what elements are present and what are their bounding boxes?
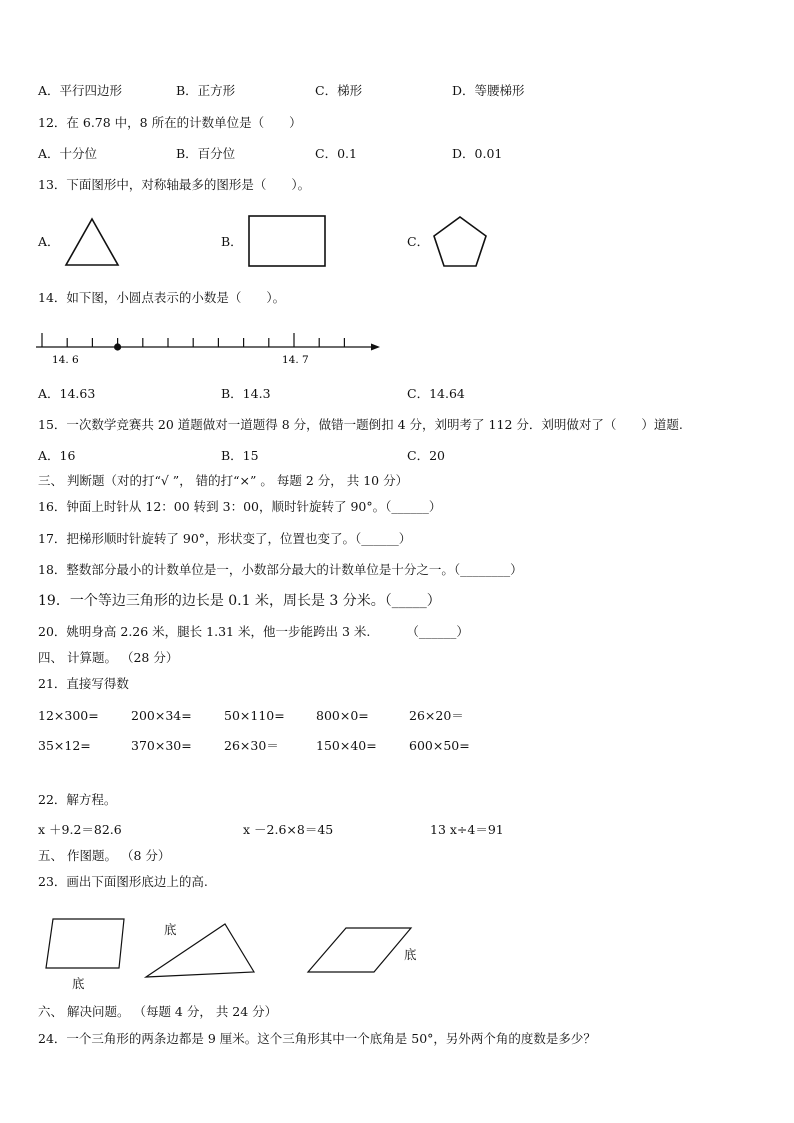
q23-figures (40, 912, 430, 996)
q22-stem: 22．解方程。 (38, 792, 117, 807)
q21-item[interactable]: 26×20＝ (409, 708, 464, 723)
judge-17 (38, 531, 411, 547)
triangle-base-label: 底 (164, 922, 177, 937)
q21-item[interactable]: 370×30= (131, 738, 192, 753)
q14-option-c[interactable]: C．14.64 (407, 386, 465, 401)
q14-stem: 14．如下图，小圆点表示的小数是（ ）。 (38, 290, 286, 305)
judge-19-blank[interactable]: （_____） (384, 593, 441, 609)
trapezoid-base-label: 底 (72, 976, 85, 991)
judge-16 (38, 499, 441, 515)
number-line (36, 326, 386, 368)
q21-item[interactable]: 600×50= (409, 738, 470, 753)
q11-option-c[interactable]: C．梯形 (315, 83, 363, 98)
q15-option-c[interactable]: C．20 (407, 448, 445, 463)
number-line-start-label: 14. 6 (52, 354, 79, 366)
q14-option-a[interactable]: A．14.63 (38, 386, 96, 401)
triangle-shape[interactable] (146, 924, 254, 977)
judge-20 (38, 624, 469, 640)
q21-item[interactable]: 12×300= (38, 708, 99, 723)
q21-stem: 21．直接写得数 (38, 676, 129, 691)
q22-equation-3[interactable]: 13 x÷4＝91 (430, 822, 504, 837)
q22-equation-2[interactable]: x －2.6×8＝45 (243, 822, 334, 837)
triangle-icon (63, 216, 121, 268)
number-line-dot (114, 343, 121, 350)
q13-option-a[interactable]: A． (38, 234, 60, 249)
judge-18 (38, 562, 523, 578)
q23-stem: 23．画出下面图形底边上的高. (38, 874, 208, 889)
number-line-end-label: 14. 7 (282, 354, 309, 366)
q12-stem: 12．在 6.78 中，8 所在的计数单位是（ ） (38, 115, 302, 130)
q13-option-c[interactable]: C． (407, 234, 430, 249)
judge-18-text: 18．整数部分最小的计数单位是一，小数部分最大的计数单位是十分之一。 (38, 562, 454, 577)
judge-16-text: 16．钟面上时针从 12：00 转到 3：00，顺时针旋转了 90°。 (38, 499, 386, 514)
section-3-title: 三、 判断题（对的打“√ ”， 错的打“×” 。 每题 2 分， 共 10 分） (38, 473, 409, 488)
pentagon-icon (430, 214, 490, 270)
judge-18-blank[interactable]: （________） (453, 562, 523, 577)
judge-16-blank[interactable]: （______） (385, 499, 442, 514)
q22-equation-1[interactable]: x ＋9.2＝82.6 (38, 822, 122, 837)
judge-17-blank[interactable]: （______） (355, 531, 412, 546)
q21-item[interactable]: 800×0= (316, 708, 369, 723)
q11-option-a[interactable]: A．平行四边形 (38, 83, 123, 98)
q11-option-d[interactable]: D．等腰梯形 (452, 83, 525, 98)
section-4-title: 四、 计算题。 （28 分） (38, 650, 179, 665)
q15-option-b[interactable]: B．15 (221, 448, 259, 463)
section-6-title: 六、 解决问题。 （每题 4 分， 共 24 分） (38, 1004, 278, 1019)
q21-item[interactable]: 50×110= (224, 708, 285, 723)
q12-option-a[interactable]: A．十分位 (38, 146, 98, 161)
q24-stem: 24．一个三角形的两条边都是 9 厘米。这个三角形其中一个底角是 50°，另外两个角的度数是多少？ (38, 1031, 596, 1046)
q21-item[interactable]: 26×30＝ (224, 738, 279, 753)
q21-item[interactable]: 150×40= (316, 738, 377, 753)
judge-17-text: 17．把梯形顺时针旋转了 90°，形状变了，位置也变了。 (38, 531, 356, 546)
q15-stem: 15．一次数学竞赛共 20 道题做对一道题得 8 分，做错一题倒扣 4 分，刘明考了 112 分．刘明做对了（ ）道题. (38, 417, 683, 432)
section-5-title: 五、 作图题。 （8 分） (38, 848, 171, 863)
q14-option-b[interactable]: B．14.3 (221, 386, 271, 401)
q13-option-b[interactable]: B． (221, 234, 243, 249)
q21-item[interactable]: 35×12= (38, 738, 91, 753)
rectangle-icon (246, 213, 328, 269)
judge-19-text: 19．一个等边三角形的边长是 0.1 米，周长是 3 分米。 (38, 593, 385, 609)
q12-option-b[interactable]: B．百分位 (176, 146, 236, 161)
parallelogram-shape[interactable] (308, 928, 411, 972)
q12-option-c[interactable]: C．0.1 (315, 146, 357, 161)
q13-stem: 13．下面图形中，对称轴最多的图形是（ ）。 (38, 177, 311, 192)
judge-20-text: 20．姚明身高 2.26 米，腿长 1.31 米，他一步能跨出 3 米. (38, 624, 371, 639)
judge-19 (38, 593, 441, 609)
q11-option-b[interactable]: B．正方形 (176, 83, 236, 98)
parallelogram-base-label: 底 (404, 947, 417, 962)
q15-option-a[interactable]: A．16 (38, 448, 76, 463)
trapezoid-shape[interactable] (46, 919, 124, 968)
q12-option-d[interactable]: D．0.01 (452, 146, 503, 161)
q21-item[interactable]: 200×34= (131, 708, 192, 723)
judge-20-blank[interactable]: （______） (406, 624, 469, 639)
